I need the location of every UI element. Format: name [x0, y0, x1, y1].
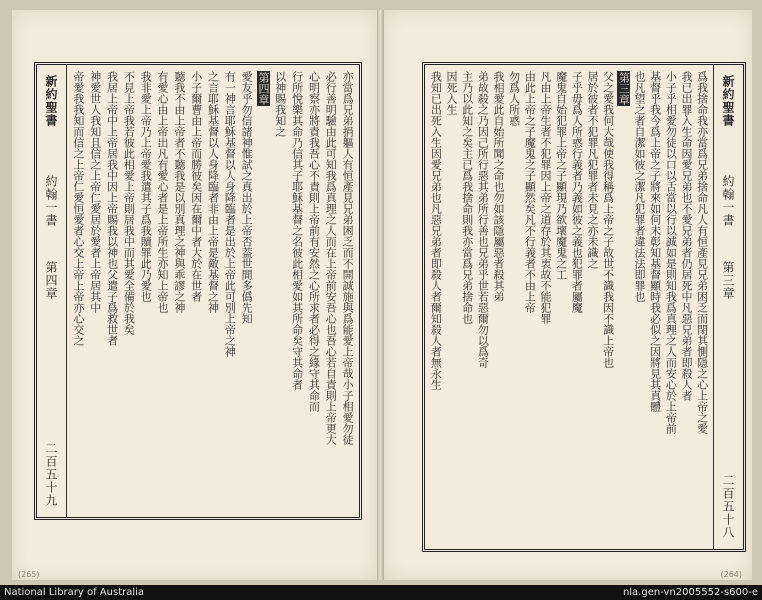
right-text-column: 子乎毋爲人所惑行義者乃義如彼之義也犯罪者屬魔	[570, 71, 584, 313]
right-header-title: 新約聖書	[721, 75, 735, 127]
footer-identifier: nla.gen-vn2005552-s600-e	[622, 587, 758, 598]
left-text-column: 不見上帝我若彼此相愛上帝則居我中而其愛全備於我矣	[122, 71, 136, 335]
left-header-book: 約翰一書	[44, 175, 58, 227]
left-text-column: 帝愛我我知而信之上帝仁愛恒愛者心交上帝上帝亦心交之	[71, 71, 85, 346]
right-text-column: 我已出罪入生命因愛兄弟也不愛兄弟者仍居死中凡惡兄弟者即殺人者	[680, 71, 693, 401]
left-page	[12, 10, 377, 580]
left-text-column: 我居上帝中上帝居我中因上帝賜我以神也父遣子爲救世者	[105, 71, 119, 346]
left-text-column: 以神賜我知之	[273, 71, 287, 137]
right-page-frame	[422, 62, 746, 552]
left-text-column: 神愛世人我知且信之上帝仁愛居於愛者上帝居其中	[88, 71, 102, 313]
chapter-heading: 第四章	[256, 72, 270, 105]
right-text-column: 因死入生	[445, 71, 458, 115]
left-text-column: 有一神言耶穌基督以人身降臨者是出於上帝此可別上帝之神	[223, 71, 237, 357]
right-text-column: 主乃以此知之矣主已爲我捨命則我亦當爲兄弟捨命也	[460, 71, 474, 324]
left-header-column	[37, 65, 67, 517]
left-text-column: 有愛心由上帝出凡有愛心者是上帝所生亦知上帝也	[156, 71, 170, 313]
left-text-column: 聽我不由上帝者不聽我是以別真理之神與乖謬之神	[172, 71, 186, 313]
right-header-book: 約翰一書	[721, 175, 735, 227]
footer-library-name: National Library of Australia	[4, 587, 145, 598]
left-pencil-mark: (265)	[18, 570, 40, 579]
right-pencil-mark: (264)	[720, 570, 742, 579]
right-text-column: 我相愛此自始所聞之命也勿如該隱屬惡者殺其弟	[492, 71, 505, 302]
book-gutter	[377, 10, 384, 580]
left-header-title: 新約聖書	[44, 75, 58, 127]
right-header-column	[713, 65, 743, 549]
right-text-column: 父之愛我何大哉使我得稱爲上帝之子故世不識我因不識上帝也	[601, 71, 615, 368]
left-header-chapter: 第四章	[44, 261, 58, 300]
left-text-column	[257, 71, 270, 511]
left-text-column: 之言耶穌基督以人身降臨者非由上帝是敵基督之神	[206, 71, 220, 313]
left-text-block	[67, 65, 359, 517]
left-page-frame	[34, 62, 362, 520]
right-text-column: 我知已出死入生因愛兄弟也凡惡兄弟者即殺人者爾知殺人者無永生	[429, 71, 443, 390]
left-page-number: 二百五十九	[44, 442, 58, 507]
right-text-column: 基督乎我今爲上帝之子將來如何未彰知基督顯時我必似之因將見其真體	[648, 71, 662, 412]
right-page-number: 二百五十八	[721, 474, 735, 539]
left-text-column: 心明察亦將責我吾心不責則上帝前有安然之心所求者必得之緣守其命而	[307, 71, 321, 412]
right-text-column: 凡由上帝生者不犯罪因上帝之道存於其衷故不能犯罪	[539, 71, 552, 324]
left-text-column: 亦當爲兄弟捐軀人有恒產見兄弟困乏而不開誠施與爲能愛上帝哉小子相愛勿徒	[341, 71, 355, 445]
right-text-column: 小子乎相愛勿徒以口以舌當以行以誠如是則知我爲真理之人而安心於上帝前	[664, 71, 678, 434]
right-text-column: 爲我捨命我亦當爲兄弟捨命凡人有恒產見兄弟困乏而閉其惻隱之心上帝之愛	[695, 71, 709, 434]
left-text-column: 小子爾曹由上帝而勝彼矣因在爾中者大於在世者	[189, 71, 203, 302]
right-text-column: 魔鬼自始犯罪上帝之子顯現乃欲壞魔鬼之工	[554, 71, 568, 280]
chapter-heading: 第三章	[617, 72, 631, 105]
right-text-column: 勿爲人所惑	[507, 71, 521, 126]
right-text-column: 弟故殺之乃因己所行惡其弟所行善也兄弟乎世若惡爾勿以爲奇	[476, 71, 490, 368]
left-text-column: 我非愛上帝乃上帝愛我遣其子爲我贖罪此乃愛也	[139, 71, 153, 302]
left-text-column: 行所悅樂其命乃信其子耶穌基督之名彼此相愛如其所命矣守其命者	[290, 71, 304, 390]
right-page	[384, 10, 752, 580]
right-text-column: 由此上帝之子魔鬼之子顯然矣凡不行義者不由上帝	[523, 71, 537, 313]
left-text-column: 必行善明驗由此可知我爲真理之人而在上帝前安吾心也吾心若自責則上帝更大	[324, 71, 338, 445]
footer-bar	[0, 585, 762, 600]
right-text-column	[617, 71, 630, 543]
left-text-column: 愛友乎勿信諸神惟試之真出於上帝否葢世間多僞先知	[240, 71, 254, 324]
right-header-chapter: 第三章	[721, 261, 735, 300]
right-text-column: 也凡望之者自潔如彼之潔凡犯罪者違法法即罪也	[633, 71, 646, 302]
right-text-column: 居於彼者不犯罪凡犯罪者未見之亦未識之	[586, 71, 599, 269]
right-text-block	[425, 65, 713, 549]
